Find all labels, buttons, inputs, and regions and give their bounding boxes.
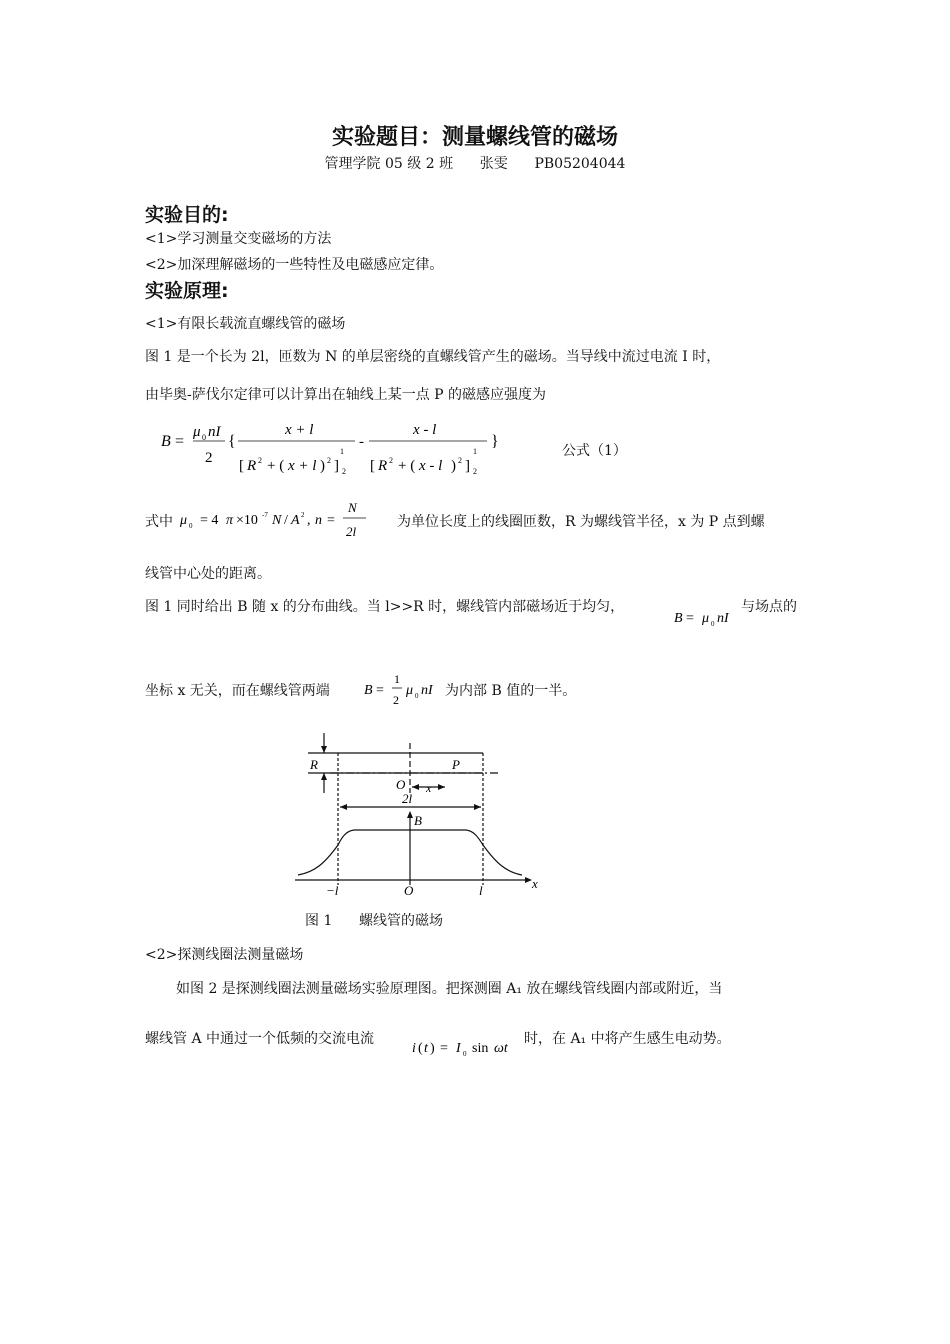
- paragraph-6-suffix: 为内部 B 值的一半。: [445, 683, 577, 699]
- svg-text:(: (: [418, 1041, 423, 1056]
- svg-text:B: B: [674, 611, 683, 626]
- svg-text:2: 2: [258, 456, 262, 465]
- paragraph-7: 如图 2 是探测线圈法测量磁场实验原理图。把探测圈 A₁ 放在螺线管线圈内部或附近，当: [176, 981, 723, 997]
- svg-text:x + l: x + l: [288, 458, 317, 474]
- paragraph-3-prefix: 式中: [145, 514, 173, 530]
- paragraph-8-prefix: 螺线管 A 中通过一个低频的交流电流: [145, 1031, 375, 1047]
- svg-text:×10: ×10: [236, 513, 258, 528]
- svg-text:t: t: [424, 1041, 428, 1056]
- label-P: P: [452, 757, 460, 772]
- svg-text:=: =: [440, 1041, 448, 1056]
- svg-text:}: }: [491, 433, 499, 450]
- svg-text:μ: μ: [702, 611, 710, 626]
- svg-text:N: N: [348, 500, 357, 515]
- label-neg-l: −l: [326, 883, 339, 897]
- svg-text:=: =: [327, 513, 335, 528]
- svg-text:μ: μ: [180, 513, 188, 528]
- svg-text:μ: μ: [193, 424, 201, 440]
- svg-text:B: B: [364, 683, 373, 698]
- svg-text:/: /: [284, 513, 288, 528]
- paragraph-8-suffix: 时，在 A₁ 中将产生感生电动势。: [524, 1031, 731, 1047]
- label-x-distance: x: [426, 781, 432, 795]
- svg-text:=: =: [376, 683, 384, 698]
- svg-text:n: n: [315, 513, 322, 528]
- svg-text:0: 0: [415, 692, 419, 700]
- svg-text:]: ]: [334, 458, 339, 474]
- svg-text:0: 0: [711, 620, 715, 628]
- svg-text:= 4: = 4: [200, 513, 219, 528]
- svg-text:2: 2: [327, 456, 331, 465]
- svg-text:[: [: [370, 458, 375, 474]
- svg-text:1: 1: [340, 447, 344, 456]
- svg-text:2: 2: [458, 456, 462, 465]
- purpose-item-2: <2>加深理解磁场的一些特性及电磁感应定律。: [145, 257, 444, 273]
- purpose-item-1: <1>学习测量交变磁场的方法: [145, 231, 332, 247]
- svg-text:nI: nI: [717, 611, 729, 626]
- svg-text:N: N: [272, 513, 282, 528]
- svg-text:2: 2: [389, 456, 393, 465]
- svg-text:sin: sin: [472, 1041, 489, 1056]
- label-2l: 2l: [402, 791, 413, 806]
- svg-text:+ (: + (: [398, 458, 416, 474]
- svg-text:): ): [430, 1041, 435, 1056]
- formula-label: 公式（1）: [562, 443, 627, 459]
- svg-text:μ: μ: [406, 683, 414, 698]
- paragraph-5-prefix: 图 1 同时给出 B 随 x 的分布曲线。当 l>>R 时，螺线管内部磁场近于均匀，: [145, 599, 625, 615]
- svg-text:2: 2: [301, 511, 305, 519]
- svg-text:1: 1: [473, 447, 477, 456]
- paragraph-2: 由毕奥-萨伐尔定律可以计算出在轴线上某一点 P 的磁感应强度为: [145, 387, 547, 403]
- svg-text:x - l: x - l: [413, 422, 437, 438]
- svg-text:nI: nI: [421, 683, 433, 698]
- inline-math-mu0-n: [178, 496, 396, 542]
- svg-text:2: 2: [205, 450, 213, 466]
- svg-text:ωt: ωt: [494, 1041, 508, 1056]
- paragraph-5-suffix: 与场点的: [741, 599, 797, 615]
- formula-1: [155, 412, 515, 484]
- svg-text:=: =: [175, 433, 185, 450]
- label-x-axis: x: [532, 876, 538, 891]
- principle-1-heading: <1>有限长载流直螺线管的磁场: [145, 316, 346, 332]
- principle-2-heading: <2>探测线圈法测量磁场: [145, 947, 304, 963]
- svg-text:R: R: [247, 458, 257, 474]
- label-B: B: [414, 813, 422, 828]
- svg-text:x - l: x - l: [419, 458, 443, 474]
- svg-text:B: B: [161, 433, 171, 450]
- svg-text:i: i: [412, 1041, 416, 1056]
- svg-text:-: -: [359, 434, 364, 450]
- inline-math-half-B: [362, 668, 444, 712]
- svg-text:1: 1: [394, 672, 400, 686]
- solenoid-field-figure: [290, 725, 550, 897]
- svg-text:+ (: + (: [267, 458, 285, 474]
- svg-text:A: A: [291, 513, 300, 528]
- svg-text:x + l: x + l: [285, 422, 314, 438]
- author-line: 管理学院 05 级 2 班 张雯 PB05204044: [324, 156, 626, 172]
- svg-text:=: =: [686, 611, 694, 626]
- svg-text:]: ]: [465, 458, 470, 474]
- svg-text:): ): [320, 458, 325, 474]
- label-R: R: [310, 757, 318, 772]
- svg-text:[: [: [239, 458, 244, 474]
- svg-text:nI: nI: [208, 424, 221, 440]
- paragraph-4: 线管中心处的距离。: [145, 566, 271, 582]
- paragraph-6-prefix: 坐标 x 无关，而在螺线管两端: [145, 683, 330, 699]
- svg-text:): ): [451, 458, 456, 474]
- inline-math-uniform-B: [672, 604, 742, 630]
- figure-caption: 图 1 螺线管的磁场: [305, 913, 444, 929]
- svg-text:π: π: [226, 513, 234, 528]
- page-title: 实验题目：测量螺线管的磁场: [331, 125, 618, 150]
- svg-text:0: 0: [189, 522, 193, 530]
- paragraph-1: 图 1 是一个长为 2l，匝数为 N 的单层密绕的直螺线管产生的磁场。当导线中流过电流 I 时，: [145, 349, 721, 365]
- svg-text:{: {: [228, 433, 236, 450]
- label-O-bottom: O: [404, 883, 414, 897]
- svg-text:-7: -7: [262, 511, 268, 519]
- svg-text:2: 2: [393, 693, 399, 707]
- svg-text:2: 2: [473, 467, 477, 476]
- svg-text:2: 2: [342, 467, 346, 476]
- section-heading-purpose: 实验目的:: [145, 204, 229, 226]
- label-O-top: O: [396, 777, 406, 792]
- svg-text:I: I: [456, 1041, 461, 1056]
- svg-text:0: 0: [463, 1050, 467, 1058]
- svg-text:,: ,: [307, 513, 311, 528]
- inline-math-current: [410, 1034, 522, 1060]
- svg-text:R: R: [378, 458, 388, 474]
- svg-text:0: 0: [202, 433, 206, 442]
- label-l: l: [479, 883, 483, 897]
- svg-text:2l: 2l: [346, 524, 357, 539]
- section-heading-principle: 实验原理:: [145, 280, 229, 302]
- paragraph-3-suffix: 为单位长度上的线圈匝数，R 为螺线管半径，x 为 P 点到螺: [397, 514, 765, 530]
